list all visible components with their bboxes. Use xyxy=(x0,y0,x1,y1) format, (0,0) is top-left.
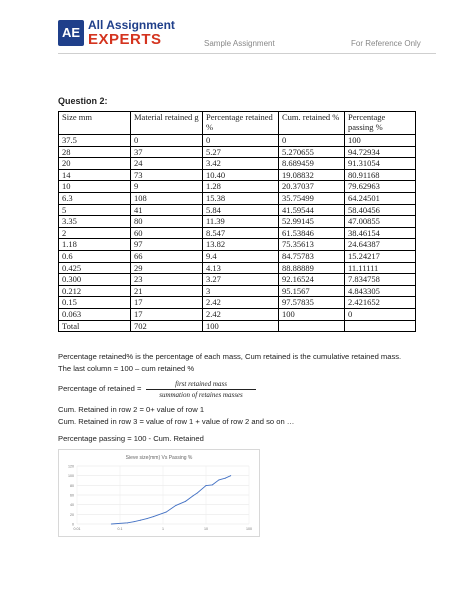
table-cell: 2.42 xyxy=(203,308,279,320)
passing-formula: Percentage passing = 100 - Cum. Retained xyxy=(58,434,204,443)
table-cell: 0 xyxy=(345,308,416,320)
data-point xyxy=(127,522,128,523)
table-cell: 84.75783 xyxy=(279,250,345,262)
table-cell: Total xyxy=(59,320,131,332)
table-cell: 3.35 xyxy=(59,216,131,228)
table-row xyxy=(59,135,416,147)
table-row xyxy=(59,308,416,320)
formula-numerator: first retained mass xyxy=(146,380,256,390)
table-cell: 64.24501 xyxy=(345,192,416,204)
y-tick-label: 100 xyxy=(68,474,74,479)
y-tick-label: 120 xyxy=(68,464,74,469)
data-point xyxy=(175,505,176,506)
table-cell: 10 xyxy=(59,181,131,193)
data-point xyxy=(166,512,167,513)
table-header-cell: Size mm xyxy=(59,112,131,135)
data-point xyxy=(153,516,154,517)
data-point xyxy=(134,521,135,522)
table-cell: 100 xyxy=(279,308,345,320)
table-cell: 0.6 xyxy=(59,250,131,262)
table-cell: 6.3 xyxy=(59,192,131,204)
table-row xyxy=(59,181,416,193)
table-cell: 17 xyxy=(131,297,203,309)
cum-row3-note: Cum. Retained in row 3 = value of row 1 + value of row 2 and so on … xyxy=(58,417,295,426)
table-cell: 66 xyxy=(131,250,203,262)
table-cell: 0.063 xyxy=(59,308,131,320)
cum-row2-note: Cum. Retained in row 2 = 0+ value of row 1 xyxy=(58,405,205,414)
table-row xyxy=(59,285,416,297)
table-cell: 29 xyxy=(131,262,203,274)
table-cell: 20 xyxy=(59,158,131,170)
table-cell: 100 xyxy=(203,320,279,332)
data-point xyxy=(111,524,112,525)
page-header xyxy=(0,0,474,60)
table-cell: 37 xyxy=(131,146,203,158)
table-cell: 38.46154 xyxy=(345,227,416,239)
table-cell: 9.4 xyxy=(203,250,279,262)
table-cell: 5.84 xyxy=(203,204,279,216)
table-cell: 5 xyxy=(59,204,131,216)
data-point xyxy=(225,478,226,479)
data-point xyxy=(230,475,231,476)
table-cell: 41 xyxy=(131,204,203,216)
table-cell: 13.82 xyxy=(203,239,279,251)
data-point xyxy=(212,484,213,485)
data-point xyxy=(206,485,207,486)
table-cell: 1.18 xyxy=(59,239,131,251)
table-row xyxy=(59,227,416,239)
table-cell: 97.57835 xyxy=(279,297,345,309)
logo-mark: AE xyxy=(58,20,84,46)
table-cell: 17 xyxy=(131,308,203,320)
question-title: Question 2: xyxy=(58,96,108,106)
x-tick-label: 10 xyxy=(204,527,208,531)
table-cell: 3.27 xyxy=(203,274,279,286)
table-row xyxy=(59,274,416,286)
table-header-row xyxy=(59,112,416,135)
retained-explanation: Percentage retained% is the percentage of each mass, Cum retained is the cumulative retained mass. xyxy=(58,352,402,361)
table-cell: 702 xyxy=(131,320,203,332)
data-point xyxy=(193,495,194,496)
table-cell: 79.62963 xyxy=(345,181,416,193)
table-cell: 3 xyxy=(203,285,279,297)
table-cell: 52.99145 xyxy=(279,216,345,228)
table-row xyxy=(59,216,416,228)
table-row xyxy=(59,204,416,216)
table-row xyxy=(59,297,416,309)
table-row xyxy=(59,250,416,262)
table-cell: 35.75499 xyxy=(279,192,345,204)
formula-denominator: summation of retaines masses xyxy=(159,391,243,399)
table-cell: 80 xyxy=(131,216,203,228)
table-cell: 80.91168 xyxy=(345,169,416,181)
brand-logo xyxy=(58,17,198,51)
table-cell: 0.300 xyxy=(59,274,131,286)
table-cell: 8.689459 xyxy=(279,158,345,170)
header-divider xyxy=(58,53,436,54)
y-tick-label: 20 xyxy=(70,512,74,517)
table-cell: 20.37037 xyxy=(279,181,345,193)
table-cell xyxy=(345,320,416,332)
table-cell: 24 xyxy=(131,158,203,170)
table-cell: 0.212 xyxy=(59,285,131,297)
table-body xyxy=(59,135,416,332)
data-point xyxy=(185,501,186,502)
table-cell: 5.27 xyxy=(203,146,279,158)
table-cell: 15.24217 xyxy=(345,250,416,262)
table-header-cell: Percentage passing % xyxy=(345,112,416,135)
data-point xyxy=(147,518,148,519)
logo-text-bottom: EXPERTS xyxy=(88,31,162,48)
table-cell: 4.13 xyxy=(203,262,279,274)
table-cell: 73 xyxy=(131,169,203,181)
table-cell: 8.547 xyxy=(203,227,279,239)
table-cell: 61.53846 xyxy=(279,227,345,239)
x-tick-label: 1 xyxy=(162,527,164,531)
header-sample-label: Sample Assignment xyxy=(204,39,275,48)
formula-fraction xyxy=(146,380,256,399)
table-cell: 37.5 xyxy=(59,135,131,147)
table-cell: 21 xyxy=(131,285,203,297)
table-header-cell: Cum. retained % xyxy=(279,112,345,135)
table-header-cell: Material retained g xyxy=(131,112,203,135)
table-cell: 0 xyxy=(279,135,345,147)
table-cell: 1.28 xyxy=(203,181,279,193)
table-cell: 47.00855 xyxy=(345,216,416,228)
chart-title: Sieve size(mm) Vs Passing % xyxy=(125,455,193,461)
y-tick-label: 40 xyxy=(70,503,74,508)
table-cell: 100 xyxy=(345,135,416,147)
data-point xyxy=(197,492,198,493)
table-cell: 88.88889 xyxy=(279,262,345,274)
data-point xyxy=(218,479,219,480)
table-cell: 2.42 xyxy=(203,297,279,309)
table-row xyxy=(59,320,416,332)
table-cell: 2 xyxy=(59,227,131,239)
last-column-note: The last column = 100 – cum retained % xyxy=(58,364,195,373)
header-reference-label: For Reference Only xyxy=(351,39,421,48)
y-tick-label: 80 xyxy=(70,483,74,488)
x-tick-label: 100 xyxy=(246,527,252,531)
table-cell: 5.270655 xyxy=(279,146,345,158)
table-cell: 3.42 xyxy=(203,158,279,170)
table-cell: 11.11111 xyxy=(345,262,416,274)
table-cell: 60 xyxy=(131,227,203,239)
table-cell: 91.31054 xyxy=(345,158,416,170)
table-cell: 28 xyxy=(59,146,131,158)
table-cell: 11.39 xyxy=(203,216,279,228)
table-cell: 58.40456 xyxy=(345,204,416,216)
table-cell: 23 xyxy=(131,274,203,286)
chart-canvas xyxy=(59,450,259,536)
data-point xyxy=(140,520,141,521)
x-tick-label: 0.01 xyxy=(73,527,81,531)
table-cell: 95.1567 xyxy=(279,285,345,297)
y-tick-label: 0 xyxy=(72,522,74,527)
table-cell: 0.425 xyxy=(59,262,131,274)
table-cell: 108 xyxy=(131,192,203,204)
table-header-cell: Percentage retained % xyxy=(203,112,279,135)
table-cell: 0 xyxy=(203,135,279,147)
table-cell: 92.16524 xyxy=(279,274,345,286)
table-row xyxy=(59,192,416,204)
table-cell: 94.72934 xyxy=(345,146,416,158)
table-cell: 0.15 xyxy=(59,297,131,309)
table-cell: 97 xyxy=(131,239,203,251)
table-cell: 19.08832 xyxy=(279,169,345,181)
y-tick-label: 60 xyxy=(70,493,74,498)
formula-label: Percentage of retained = xyxy=(58,384,142,393)
sieve-table xyxy=(58,111,416,332)
table-cell: 41.59544 xyxy=(279,204,345,216)
table-cell: 75.35613 xyxy=(279,239,345,251)
table-cell xyxy=(279,320,345,332)
table-cell: 2.421652 xyxy=(345,297,416,309)
sieve-chart xyxy=(58,449,260,537)
series-line xyxy=(111,476,230,524)
table-cell: 7.834758 xyxy=(345,274,416,286)
table-cell: 15.38 xyxy=(203,192,279,204)
table-row xyxy=(59,239,416,251)
table-cell: 14 xyxy=(59,169,131,181)
logo-text-top: All Assignment xyxy=(88,18,175,32)
table-cell: 0 xyxy=(131,135,203,147)
table-cell: 10.40 xyxy=(203,169,279,181)
table-row xyxy=(59,158,416,170)
table-row xyxy=(59,146,416,158)
table-row xyxy=(59,169,416,181)
x-tick-label: 0.1 xyxy=(117,527,123,531)
table-row xyxy=(59,262,416,274)
table-cell: 4.843305 xyxy=(345,285,416,297)
table-cell: 24.64387 xyxy=(345,239,416,251)
table-cell: 9 xyxy=(131,181,203,193)
